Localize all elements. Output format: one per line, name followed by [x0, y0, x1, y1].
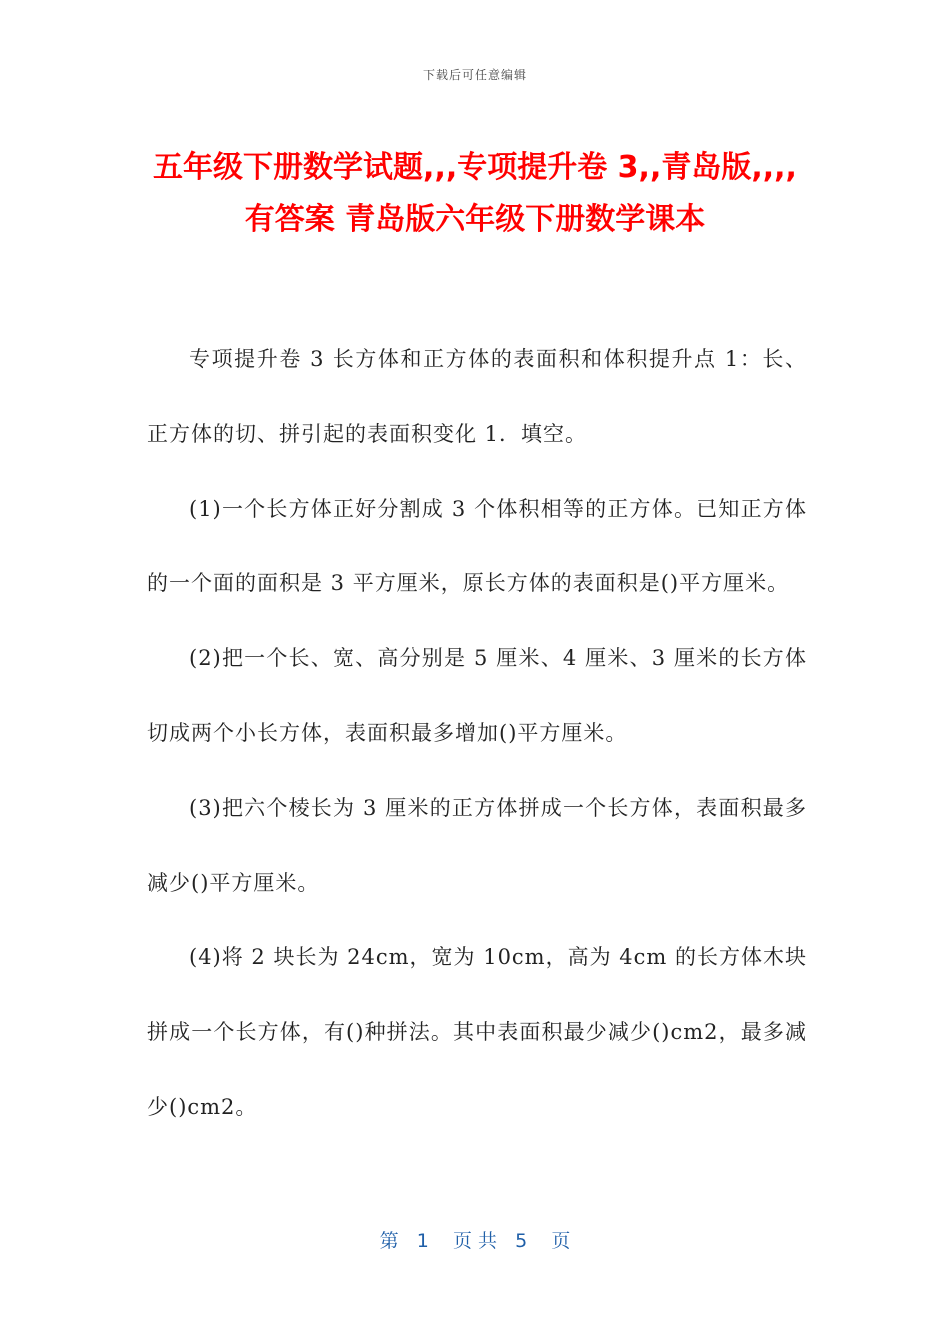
paragraph-question-1: (1)一个长方体正好分割成 3 个体积相等的正方体。已知正方体的一个面的面积是 3 平方厘米，原长方体的表面积是()平方厘米。: [147, 496, 807, 596]
page-number-footer: 第 1 页 共 5 页: [379, 1230, 571, 1252]
paragraph-intro: 专项提升卷 3 长方体和正方体的表面积和体积提升点 1：长、正方体的切、拼引起的表面积变化 1．填空。: [147, 347, 807, 446]
paragraph-question-3: (3)把六个棱长为 3 厘米的正方体拼成一个长方体，表面积最多减少()平方厘米。: [147, 795, 807, 895]
paragraph-question-4: (4)将 2 块长为 24cm，宽为 10cm，高为 4cm 的长方体木块拼成一个长方体，有()种拼法。其中表面积最少减少()cm2，最多减少()cm2。: [147, 945, 807, 1119]
header-note: 下载后可任意编辑: [422, 68, 527, 82]
document-title: 五年级下册数学试题,,,专项提升卷 3,,青岛版,,,,有答案 青岛版六年级下册数学课本: [153, 150, 797, 237]
paragraph-question-2: (2)把一个长、宽、高分别是 5 厘米、4 厘米、3 厘米的长方体切成两个小长方体，表面积最多增加()平方厘米。: [147, 646, 807, 745]
document-body: [147, 322, 807, 1145]
